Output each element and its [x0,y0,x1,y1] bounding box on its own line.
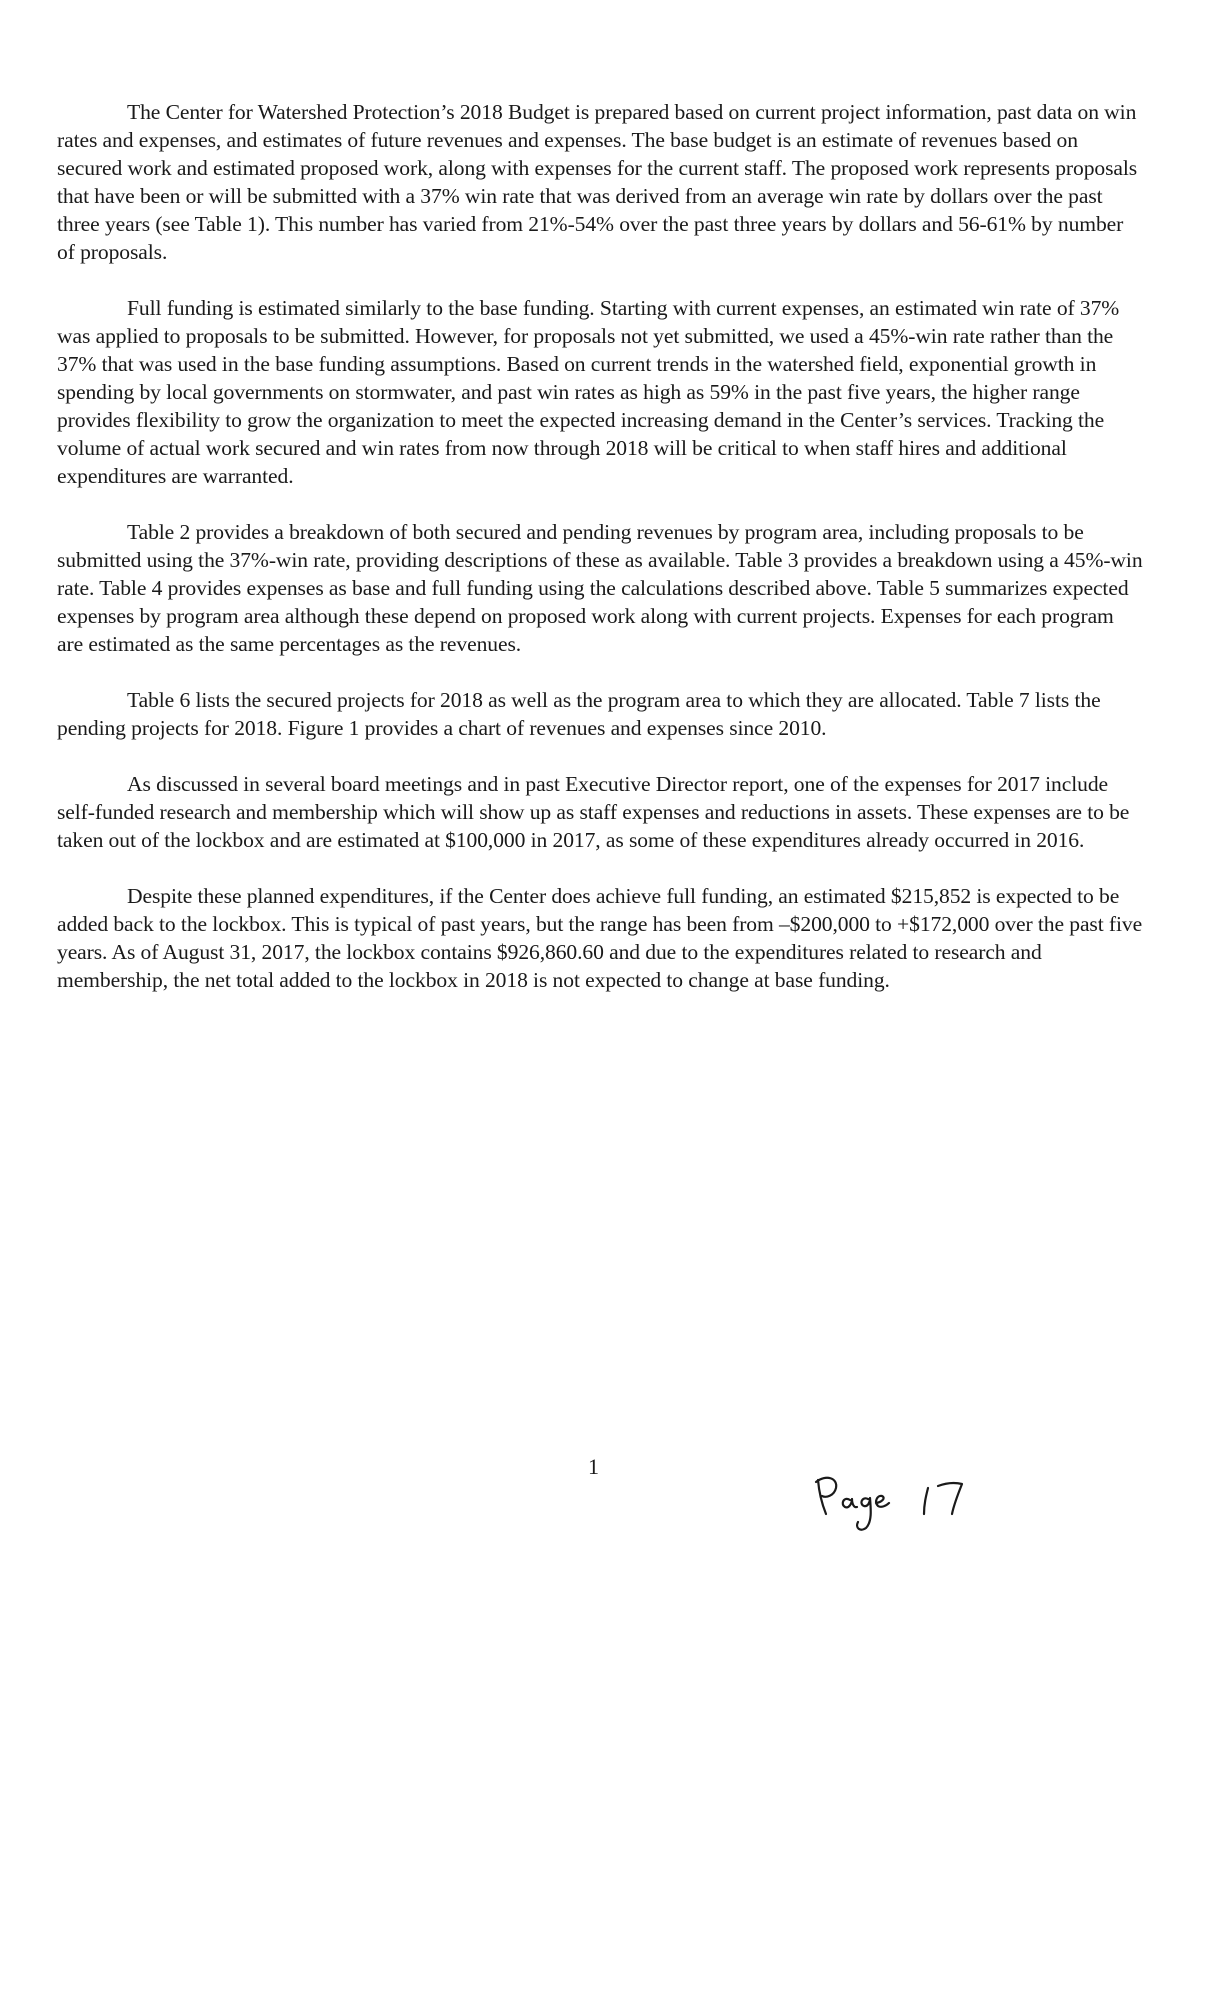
document-body [57,98,1143,1022]
paragraph-lockbox: Despite these planned expenditures, if the Center does achieve full funding, an estimated $215,852 is expected to be added back to the lockbox. This is typical of past years, but the range has been from –$200,000 to +$172,000 over the past five years. As of August 31, 2017, the lockbox contains $926,860.60 and due to the expenditures related to research and membership, the net total added to the lockbox in 2018 is not expected to change at base funding. [57,884,1143,992]
paragraph-tables-overview: Table 2 provides a breakdown of both secured and pending revenues by program area, including proposals to be submitted using the 37%-win rate, providing descriptions of these as available. Table 3 provides a breakdown using a 45%-win rate. Table 4 provides expenses as base and full funding using the calculations described above. Table 5 summarizes expected expenses by program area although these depend on proposed work along with current projects. Expenses for each program are estimated as the same percentages as the revenues. [57,520,1143,656]
paragraph-self-funded-research: As discussed in several board meetings and in past Executive Director report, one of the expenses for 2017 include self-funded research and membership which will show up as staff expenses and reductions in assets. These expenses are to be taken out of the lockbox and are estimated at $100,000 in 2017, as some of these expenditures already occurred in 2016. [57,772,1130,852]
paragraph-secured-projects: Table 6 lists the secured projects for 2018 as well as the program area to which they are allocated. Table 7 lists the pending projects for 2018. Figure 1 provides a chart of revenues and expenses since 2010. [57,688,1101,740]
paragraph-full-funding: Full funding is estimated similarly to the base funding. Starting with current expenses, an estimated win rate of 37% was applied to proposals to be submitted. However, for proposals not yet submitted, we used a 45%-win rate rather than the 37% that was used in the base funding assumptions. Based on current trends in the watershed field, exponential growth in spending by local governments on stormwater, and past win rates as high as 59% in the past five years, the higher range provides flexibility to grow the organization to meet the expected increasing demand in the Center’s services. Tracking the volume of actual work secured and win rates from now through 2018 will be critical to when staff hires and additional expenditures are warranted. [57,296,1120,488]
paragraph-budget-basis: The Center for Watershed Protection’s 2018 Budget is prepared based on current project information, past data on win rates and expenses, and estimates of future revenues and expenses. The base budget is an estimate of revenues based on secured work and estimated proposed work, along with expenses for the current staff. The proposed work represents proposals that have been or will be submitted with a 37% win rate that was derived from an average win rate by dollars over the past three years (see Table 1). This number has varied from 21%-54% over the past three years by dollars and 56-61% by number of proposals. [57,100,1138,264]
page-number: 1 [588,1454,599,1479]
handwritten-page-annotation [810,1470,1010,1550]
